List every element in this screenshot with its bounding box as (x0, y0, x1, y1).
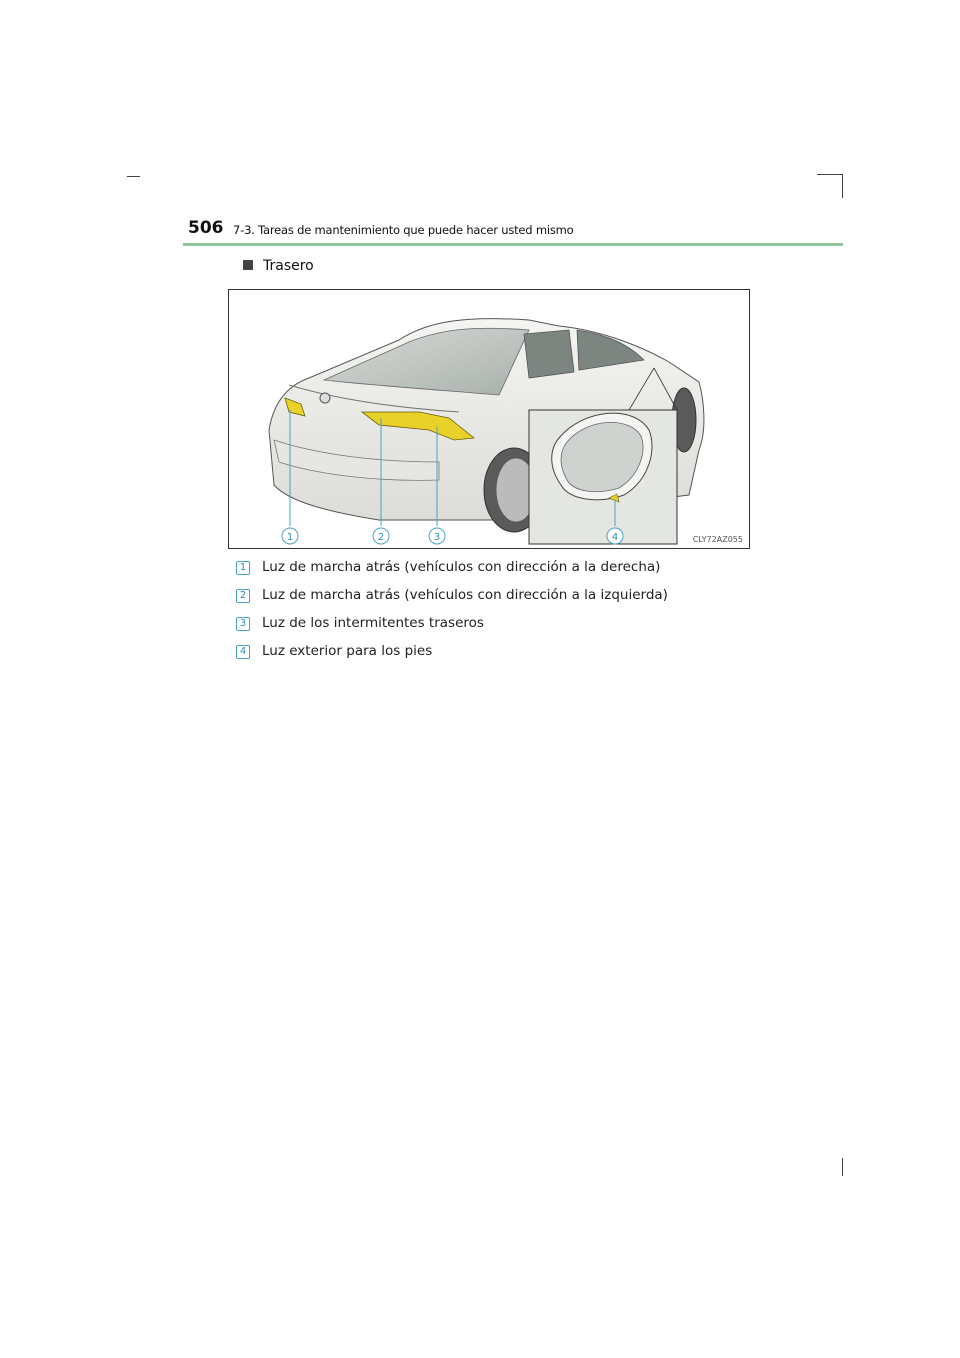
callout-2-label: 2 (377, 532, 385, 543)
page-number: 506 (188, 218, 224, 238)
legend-number: 1 (236, 561, 250, 575)
callout-1-label: 1 (286, 532, 294, 543)
callout-1 (282, 528, 298, 544)
callout-3-label: 3 (433, 532, 441, 543)
legend-number: 4 (236, 645, 250, 659)
subheading (243, 258, 314, 274)
crop-mark-top-right-vertical (842, 174, 843, 198)
legend-text: Luz de marcha atrás (vehículos con dirección a la derecha) (262, 559, 661, 575)
lexus-badge (320, 393, 330, 403)
legend-number: 2 (236, 589, 250, 603)
callout-4 (607, 528, 623, 544)
crop-mark-bottom-right (842, 1158, 843, 1176)
section-title: 7-3. Tareas de mantenimiento que puede hacer usted mismo (233, 223, 574, 237)
callout-4-label: 4 (611, 532, 619, 543)
figure-code: CLY72AZ055 (692, 535, 743, 544)
legend-text: Luz de los intermitentes traseros (262, 615, 484, 631)
rear-lights-figure (228, 289, 750, 549)
legend-text: Luz de marcha atrás (vehículos con dirección a la izquierda) (262, 587, 668, 603)
car-rear-illustration (229, 290, 749, 548)
header-rule (183, 243, 843, 246)
legend-text: Luz exterior para los pies (262, 643, 433, 659)
callout-2 (373, 528, 389, 544)
side-window-rear (524, 330, 574, 378)
square-bullet-icon (243, 260, 253, 270)
crop-mark-top-left (127, 176, 140, 177)
callout-3 (429, 528, 445, 544)
subheading-text: Trasero (263, 258, 314, 274)
legend-number: 3 (236, 617, 250, 631)
crop-mark-top-right (817, 174, 842, 175)
